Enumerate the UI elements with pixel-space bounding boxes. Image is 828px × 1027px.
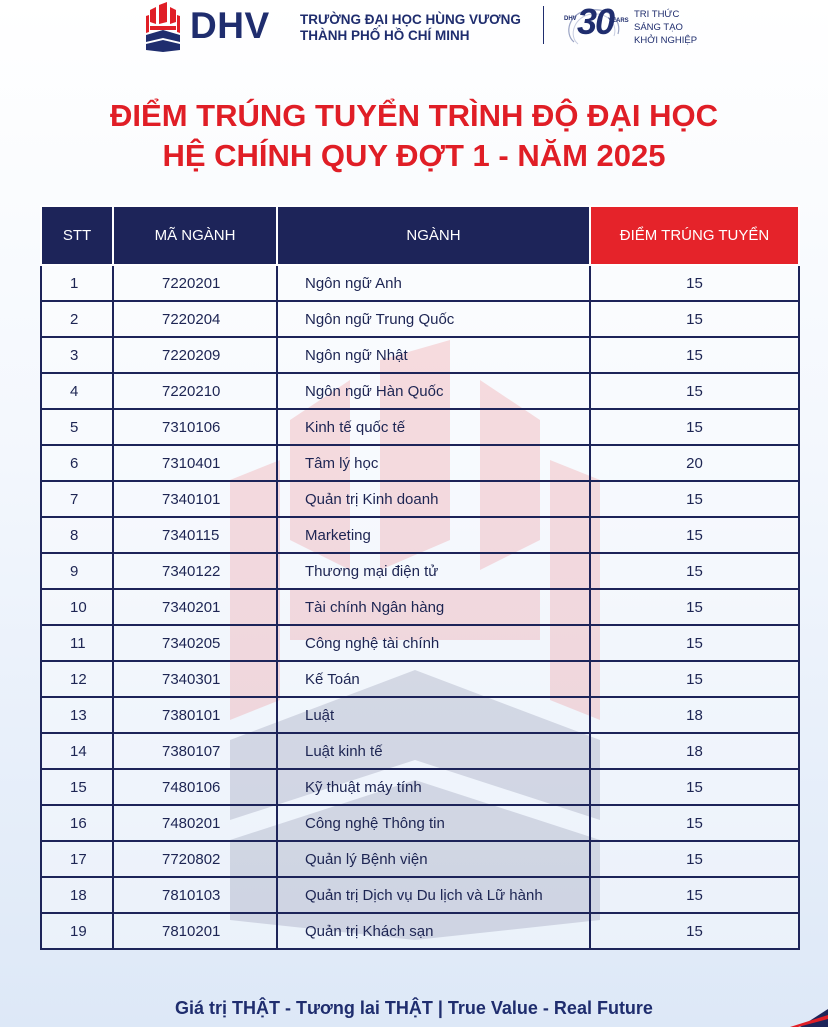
- row-stt: 8: [41, 517, 113, 553]
- row-admission-score: 15: [590, 481, 799, 517]
- row-major-code: 7480106: [113, 769, 277, 805]
- header-major-code: MÃ NGÀNH: [113, 206, 277, 265]
- row-major-code: 7810103: [113, 877, 277, 913]
- slogan-line1: TRI THỨC: [634, 9, 680, 20]
- table-row: [41, 841, 799, 877]
- row-admission-score: 15: [590, 877, 799, 913]
- row-major-code: 7720802: [113, 841, 277, 877]
- row-major-name: Công nghệ Thông tin: [277, 805, 590, 841]
- row-major-code: 7340201: [113, 589, 277, 625]
- row-stt: 6: [41, 445, 113, 481]
- row-major-code: 7340301: [113, 661, 277, 697]
- row-stt: 5: [41, 409, 113, 445]
- row-major-name: Quản lý Bệnh viện: [277, 841, 590, 877]
- row-major-code: 7310401: [113, 445, 277, 481]
- slogan-line3: KHỞI NGHIỆP: [634, 35, 698, 46]
- row-admission-score: 15: [590, 589, 799, 625]
- row-major-name: Kinh tế quốc tế: [277, 409, 590, 445]
- row-major-code: 7220204: [113, 301, 277, 337]
- slogan: [634, 8, 697, 47]
- anniversary-small-text: DHV: [564, 16, 577, 22]
- table-row: [41, 553, 799, 589]
- header-major-name: NGÀNH: [277, 206, 590, 265]
- university-name: [300, 12, 521, 44]
- table-row: [41, 265, 799, 301]
- row-admission-score: 15: [590, 661, 799, 697]
- row-stt: 2: [41, 301, 113, 337]
- row-major-code: 7310106: [113, 409, 277, 445]
- logo-text: DHV: [190, 5, 270, 46]
- table-row: [41, 481, 799, 517]
- anniversary-number: 30: [577, 1, 614, 42]
- admission-score-table: [40, 205, 800, 950]
- header: [0, 0, 828, 56]
- table-row: [41, 661, 799, 697]
- row-admission-score: 15: [590, 769, 799, 805]
- table-row: [41, 409, 799, 445]
- page-title-line1: ĐIỂM TRÚNG TUYỂN TRÌNH ĐỘ ĐẠI HỌC: [110, 98, 718, 133]
- table-row: [41, 373, 799, 409]
- row-major-code: 7220209: [113, 337, 277, 373]
- row-major-name: Ngôn ngữ Trung Quốc: [277, 301, 590, 337]
- table-header-row: [41, 206, 799, 265]
- row-major-code: 7480201: [113, 805, 277, 841]
- row-stt: 19: [41, 913, 113, 949]
- table-row: [41, 337, 799, 373]
- row-stt: 18: [41, 877, 113, 913]
- row-admission-score: 15: [590, 409, 799, 445]
- anniversary-word: YEARS: [608, 18, 629, 24]
- row-major-name: Kỹ thuật máy tính: [277, 769, 590, 805]
- row-admission-score: 15: [590, 517, 799, 553]
- table-row: [41, 625, 799, 661]
- row-stt: 9: [41, 553, 113, 589]
- row-major-name: Luật kinh tế: [277, 733, 590, 769]
- row-major-code: 7340122: [113, 553, 277, 589]
- row-admission-score: 15: [590, 841, 799, 877]
- slogan-line2: SÁNG TẠO: [634, 22, 683, 33]
- row-major-name: Quản trị Dịch vụ Du lịch và Lữ hành: [277, 877, 590, 913]
- row-major-name: Thương mại điện tử: [277, 553, 590, 589]
- row-stt: 17: [41, 841, 113, 877]
- footer-slogan: Giá trị THẬT - Tương lai THẬT | True Value - Real Future: [175, 998, 653, 1018]
- row-major-name: Ngôn ngữ Hàn Quốc: [277, 373, 590, 409]
- row-stt: 16: [41, 805, 113, 841]
- table-row: [41, 805, 799, 841]
- row-major-code: 7810201: [113, 913, 277, 949]
- row-stt: 10: [41, 589, 113, 625]
- row-major-name: Ngôn ngữ Anh: [277, 265, 590, 301]
- page-title-line2: HỆ CHÍNH QUY ĐỢT 1 - NĂM 2025: [162, 138, 666, 173]
- row-major-name: Tâm lý học: [277, 445, 590, 481]
- row-stt: 12: [41, 661, 113, 697]
- university-name-line2: THÀNH PHỐ HỒ CHÍ MINH: [300, 28, 470, 43]
- row-stt: 1: [41, 265, 113, 301]
- table-row: [41, 913, 799, 949]
- row-major-name: Kế Toán: [277, 661, 590, 697]
- row-admission-score: 20: [590, 445, 799, 481]
- row-stt: 3: [41, 337, 113, 373]
- row-major-code: 7340205: [113, 625, 277, 661]
- row-admission-score: 15: [590, 553, 799, 589]
- row-admission-score: 15: [590, 301, 799, 337]
- row-stt: 7: [41, 481, 113, 517]
- header-admission-score: ĐIỂM TRÚNG TUYỂN: [590, 206, 799, 265]
- row-major-code: 7220210: [113, 373, 277, 409]
- university-name-line1: TRƯỜNG ĐẠI HỌC HÙNG VƯƠNG: [300, 12, 521, 27]
- table-row: [41, 301, 799, 337]
- table-row: [41, 445, 799, 481]
- row-major-name: Tài chính Ngân hàng: [277, 589, 590, 625]
- row-stt: 15: [41, 769, 113, 805]
- row-stt: 14: [41, 733, 113, 769]
- row-admission-score: 15: [590, 373, 799, 409]
- row-stt: 4: [41, 373, 113, 409]
- table-row: [41, 769, 799, 805]
- row-admission-score: 15: [590, 265, 799, 301]
- row-stt: 11: [41, 625, 113, 661]
- table-row: [41, 697, 799, 733]
- row-major-code: 7340115: [113, 517, 277, 553]
- row-admission-score: 15: [590, 913, 799, 949]
- table-row: [41, 517, 799, 553]
- row-admission-score: 18: [590, 733, 799, 769]
- row-admission-score: 15: [590, 337, 799, 373]
- table-row: [41, 877, 799, 913]
- dhv-shield-logo-icon: [146, 2, 180, 52]
- page-title: [0, 96, 828, 176]
- row-major-name: Công nghệ tài chính: [277, 625, 590, 661]
- header-stt: STT: [41, 206, 113, 265]
- table-row: [41, 733, 799, 769]
- row-major-name: Quản trị Khách sạn: [277, 913, 590, 949]
- row-major-name: Marketing: [277, 517, 590, 553]
- row-major-code: 7220201: [113, 265, 277, 301]
- row-major-name: Ngôn ngữ Nhật: [277, 337, 590, 373]
- row-admission-score: 15: [590, 805, 799, 841]
- row-admission-score: 15: [590, 625, 799, 661]
- row-major-code: 7380101: [113, 697, 277, 733]
- table-row: [41, 589, 799, 625]
- row-major-code: 7340101: [113, 481, 277, 517]
- row-admission-score: 18: [590, 697, 799, 733]
- header-divider: [543, 6, 544, 44]
- row-stt: 13: [41, 697, 113, 733]
- row-major-name: Quản trị Kinh doanh: [277, 481, 590, 517]
- row-major-code: 7380107: [113, 733, 277, 769]
- row-major-name: Luật: [277, 697, 590, 733]
